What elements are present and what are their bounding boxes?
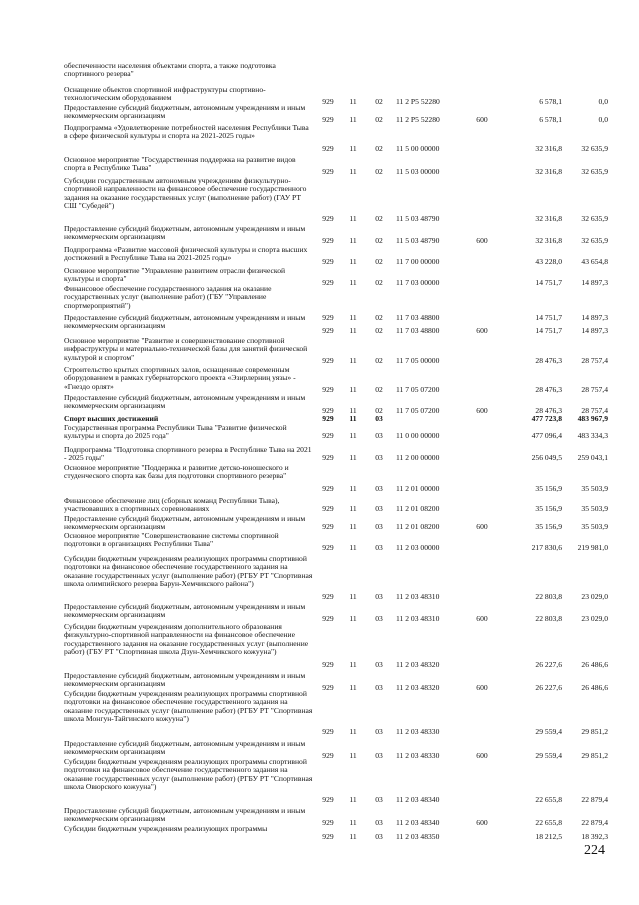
cell-amount-2022: 217 830,6 — [531, 543, 562, 552]
cell-section: 11 — [349, 522, 357, 531]
cell-subsection: 03 — [375, 832, 383, 841]
cell-amount-2022: 22 655,8 — [535, 818, 562, 827]
row-name: Финансовое обеспечение лиц (сборных команд Республики Тыва), участвовавших в спортивных соревнованиях — [64, 496, 280, 514]
cell-target-article: 11 2 03 48310 — [396, 592, 440, 601]
row-name: Основное мероприятие "Государственная поддержка на развитие видов спорта в Республике Тыва" — [64, 155, 296, 173]
row-name: Предоставление субсидий бюджетным, автономным учреждениям и иным некоммерческим организациям — [64, 224, 306, 242]
cell-section: 11 — [349, 278, 357, 287]
cell-subsection: 02 — [375, 406, 383, 415]
cell-subsection: 02 — [375, 257, 383, 266]
cell-section: 11 — [349, 832, 357, 841]
cell-expense-type: 600 — [476, 522, 488, 531]
cell-subsection: 02 — [375, 167, 383, 176]
cell-target-article: 11 7 05 07200 — [396, 406, 440, 415]
cell-admin: 929 — [322, 453, 334, 462]
cell-subsection: 03 — [375, 795, 383, 804]
row-name: Субсидии государственным автономным учреждениям физкультурно-спортивной направленности на финансовое обеспечение государственного задания на оказание государственных услуг (выполнение работ) (ГАУ РТ СШ "Субедей") — [64, 176, 307, 210]
cell-amount-2022: 256 049,5 — [531, 453, 562, 462]
cell-section: 11 — [349, 614, 357, 623]
cell-amount-2023: 0,0 — [598, 115, 608, 124]
cell-admin: 929 — [322, 660, 334, 669]
cell-subsection: 02 — [375, 278, 383, 287]
cell-section: 11 — [349, 414, 357, 423]
cell-amount-2023: 35 503,9 — [581, 484, 608, 493]
cell-admin: 929 — [322, 818, 334, 827]
cell-expense-type: 600 — [476, 115, 488, 124]
cell-amount-2023: 32 635,9 — [581, 167, 608, 176]
cell-amount-2022: 6 578,1 — [539, 115, 562, 124]
cell-subsection: 03 — [375, 751, 383, 760]
cell-section: 11 — [349, 453, 357, 462]
cell-section: 11 — [349, 592, 357, 601]
cell-amount-2023: 32 635,9 — [581, 236, 608, 245]
cell-admin: 929 — [322, 727, 334, 736]
cell-amount-2023: 29 851,2 — [581, 727, 608, 736]
cell-amount-2023: 32 635,9 — [581, 144, 608, 153]
cell-section: 11 — [349, 795, 357, 804]
cell-section: 11 — [349, 543, 357, 552]
row-name: Основное мероприятие "Поддержка и развитие детско-юношеского и студенческого спорта как базы для подготовки спортивного резерва" — [64, 463, 289, 481]
row-name: Подпрограмма "Подготовка спортивного резерва в Республике Тыва на 2021 - 2025 годы" — [64, 445, 312, 463]
cell-section: 11 — [349, 356, 357, 365]
cell-subsection: 03 — [375, 522, 383, 531]
cell-amount-2022: 32 316,8 — [535, 167, 562, 176]
cell-amount-2023: 26 486,6 — [581, 683, 608, 692]
cell-target-article: 11 2 03 48330 — [396, 751, 440, 760]
cell-target-article: 11 5 03 00000 — [396, 167, 440, 176]
row-name: Подпрограмма «Удовлетворение потребностей населения Республики Тыва в сфере физической культуры и спорта на 2021-2025 годы» — [64, 123, 309, 141]
cell-amount-2023: 14 897,3 — [581, 278, 608, 287]
cell-admin: 929 — [322, 832, 334, 841]
cell-admin: 929 — [322, 414, 334, 423]
cell-target-article: 11 7 03 48800 — [396, 326, 440, 335]
cell-amount-2022: 477 096,4 — [531, 431, 562, 440]
cell-target-article: 11 2 03 48350 — [396, 832, 440, 841]
cell-amount-2023: 26 486,6 — [581, 660, 608, 669]
cell-expense-type: 600 — [476, 683, 488, 692]
row-name: Предоставление субсидий бюджетным, автономным учреждениям и иным некоммерческим организациям — [64, 739, 306, 757]
cell-amount-2022: 6 578,1 — [539, 97, 562, 106]
row-name: Подпрограмма «Развитие массовой физической культуры и спорта высших достижений в Республике Тыва на 2021-2025 годы» — [64, 245, 308, 263]
cell-amount-2022: 35 156,9 — [535, 522, 562, 531]
cell-section: 11 — [349, 660, 357, 669]
cell-target-article: 11 7 05 00000 — [396, 356, 440, 365]
cell-admin: 929 — [322, 257, 334, 266]
cell-subsection: 03 — [375, 504, 383, 513]
cell-target-article: 11 5 03 48790 — [396, 236, 440, 245]
cell-section: 11 — [349, 257, 357, 266]
cell-amount-2023: 28 757,4 — [581, 385, 608, 394]
cell-amount-2023: 32 635,9 — [581, 214, 608, 223]
cell-target-article: 11 2 P5 52280 — [396, 115, 440, 124]
cell-expense-type: 600 — [476, 406, 488, 415]
cell-amount-2023: 22 879,4 — [581, 818, 608, 827]
cell-amount-2022: 14 751,7 — [535, 313, 562, 322]
cell-admin: 929 — [322, 406, 334, 415]
row-name: Предоставление субсидий бюджетным, автономным учреждениям и иным некоммерческим организациям — [64, 602, 306, 620]
cell-amount-2022: 14 751,7 — [535, 278, 562, 287]
cell-amount-2022: 22 803,8 — [535, 592, 562, 601]
cell-expense-type: 600 — [476, 236, 488, 245]
cell-amount-2022: 32 316,8 — [535, 214, 562, 223]
cell-amount-2023: 483 967,9 — [577, 414, 608, 423]
cell-target-article: 11 2 01 08200 — [396, 522, 440, 531]
cell-section: 11 — [349, 97, 357, 106]
cell-subsection: 03 — [375, 818, 383, 827]
cell-section: 11 — [349, 313, 357, 322]
cell-admin: 929 — [322, 504, 334, 513]
cell-admin: 929 — [322, 795, 334, 804]
cell-target-article: 11 2 03 48310 — [396, 614, 440, 623]
cell-amount-2023: 29 851,2 — [581, 751, 608, 760]
cell-admin: 929 — [322, 751, 334, 760]
row-name: Субсидии бюджетным учреждениям реализующих программы спортивной подготовки на финансовое обеспечение государственного задания на оказание государственных услуг (выполнение работ) (РГБУ РТ "Спортивная школа Овюрского кожууна") — [64, 757, 313, 791]
cell-amount-2023: 35 503,9 — [581, 504, 608, 513]
cell-target-article: 11 5 03 48790 — [396, 214, 440, 223]
cell-admin: 929 — [322, 115, 334, 124]
cell-section: 11 — [349, 144, 357, 153]
cell-amount-2022: 35 156,9 — [535, 504, 562, 513]
cell-expense-type: 600 — [476, 614, 488, 623]
cell-admin: 929 — [322, 431, 334, 440]
row-name: Основное мероприятие "Управление развитием отрасли физической культуры и спорта" — [64, 266, 286, 284]
cell-subsection: 02 — [375, 236, 383, 245]
cell-subsection: 02 — [375, 385, 383, 394]
row-name: обеспеченности населения объектами спорта, а также подготовка спортивного резерва" — [64, 61, 276, 79]
cell-target-article: 11 2 01 08200 — [396, 504, 440, 513]
row-name: Оснащение объектов спортивной инфраструктуры спортивно-технологическим оборудованием — [64, 85, 266, 103]
cell-target-article: 11 2 03 48340 — [396, 818, 440, 827]
cell-amount-2022: 32 316,8 — [535, 236, 562, 245]
cell-admin: 929 — [322, 592, 334, 601]
cell-expense-type: 600 — [476, 818, 488, 827]
cell-admin: 929 — [322, 278, 334, 287]
cell-amount-2023: 14 897,3 — [581, 313, 608, 322]
cell-admin: 929 — [322, 214, 334, 223]
cell-target-article: 11 2 03 48320 — [396, 683, 440, 692]
cell-amount-2023: 22 879,4 — [581, 795, 608, 804]
cell-amount-2022: 28 476,3 — [535, 406, 562, 415]
cell-amount-2023: 483 334,3 — [577, 431, 608, 440]
cell-amount-2023: 259 043,1 — [577, 453, 608, 462]
cell-admin: 929 — [322, 484, 334, 493]
cell-subsection: 03 — [375, 431, 383, 440]
row-name: Финансовое обеспечение государственного задания на оказание государственных услуг (выполнение работ) (ГБУ "Управление спортмероприятий") — [64, 284, 272, 310]
cell-subsection: 03 — [375, 727, 383, 736]
cell-subsection: 02 — [375, 97, 383, 106]
cell-target-article: 11 7 03 00000 — [396, 278, 440, 287]
cell-section: 11 — [349, 431, 357, 440]
cell-section: 11 — [349, 326, 357, 335]
cell-target-article: 11 2 01 00000 — [396, 484, 440, 493]
cell-subsection: 02 — [375, 326, 383, 335]
cell-admin: 929 — [322, 236, 334, 245]
cell-section: 11 — [349, 484, 357, 493]
row-name: Субсидии бюджетным учреждениям дополнительного образования физкультурно-спортивной направленности на финансовое обеспечение государственного задания на оказание государственных услуг (выполнение работ) (ГБУ РТ "Спортивная школа Дзун-Хемчикского кожууна") — [64, 622, 309, 656]
cell-section: 11 — [349, 406, 357, 415]
cell-section: 11 — [349, 727, 357, 736]
cell-target-article: 11 2 03 48320 — [396, 660, 440, 669]
cell-subsection: 03 — [375, 453, 383, 462]
cell-expense-type: 600 — [476, 326, 488, 335]
cell-amount-2023: 23 029,0 — [581, 592, 608, 601]
cell-admin: 929 — [322, 326, 334, 335]
cell-target-article: 11 2 P5 52280 — [396, 97, 440, 106]
row-name: Субсидии бюджетным учреждениям реализующих программы — [64, 824, 268, 833]
cell-target-article: 11 2 03 48330 — [396, 727, 440, 736]
cell-amount-2023: 43 654,8 — [581, 257, 608, 266]
row-name: Предоставление субсидий бюджетным, автономным учреждениям и иным некоммерческим организациям — [64, 806, 306, 824]
cell-admin: 929 — [322, 614, 334, 623]
cell-admin: 929 — [322, 356, 334, 365]
cell-amount-2022: 32 316,8 — [535, 144, 562, 153]
cell-section: 11 — [349, 385, 357, 394]
row-name: Основное мероприятие "Совершенствование системы спортивной подготовки в организациях Республики Тыва" — [64, 531, 279, 549]
cell-subsection: 02 — [375, 115, 383, 124]
cell-section: 11 — [349, 115, 357, 124]
cell-admin: 929 — [322, 167, 334, 176]
row-name: Предоставление субсидий бюджетным, автономным учреждениям и иным некоммерческим организациям — [64, 393, 306, 411]
cell-subsection: 02 — [375, 356, 383, 365]
row-name: Основное мероприятие "Развитие и совершенствование спортивной инфраструктуры и материально-технической базы для занятий физической культурой и спортом" — [64, 336, 308, 362]
cell-section: 11 — [349, 214, 357, 223]
cell-section: 11 — [349, 504, 357, 513]
cell-admin: 929 — [322, 385, 334, 394]
cell-subsection: 02 — [375, 313, 383, 322]
cell-admin: 929 — [322, 97, 334, 106]
cell-amount-2022: 29 559,4 — [535, 751, 562, 760]
page-number: 224 — [584, 843, 605, 858]
cell-subsection: 03 — [375, 614, 383, 623]
cell-amount-2022: 28 476,3 — [535, 385, 562, 394]
cell-amount-2023: 35 503,9 — [581, 522, 608, 531]
row-name: Спорт высших достижений — [64, 414, 159, 423]
row-name: Строительство крытых спортивных залов, оснащенные современным оборудованием в рамках губернаторского проекта «Эзирлерниң уязы» - «Гнездо орлят» — [64, 365, 296, 391]
cell-amount-2022: 22 803,8 — [535, 614, 562, 623]
cell-admin: 929 — [322, 522, 334, 531]
cell-amount-2022: 28 476,3 — [535, 356, 562, 365]
cell-target-article: 11 2 03 48340 — [396, 795, 440, 804]
cell-section: 11 — [349, 751, 357, 760]
row-name: Предоставление субсидий бюджетным, автономным учреждениям и иным некоммерческим организациям — [64, 514, 306, 532]
cell-target-article: 11 2 00 00000 — [396, 453, 440, 462]
cell-expense-type: 600 — [476, 751, 488, 760]
cell-section: 11 — [349, 818, 357, 827]
cell-subsection: 03 — [375, 683, 383, 692]
cell-target-article: 11 5 00 00000 — [396, 144, 440, 153]
cell-admin: 929 — [322, 144, 334, 153]
cell-section: 11 — [349, 167, 357, 176]
cell-subsection: 03 — [375, 543, 383, 552]
cell-amount-2022: 29 559,4 — [535, 727, 562, 736]
row-name: Предоставление субсидий бюджетным, автономным учреждениям и иным некоммерческим организациям — [64, 671, 306, 689]
cell-subsection: 02 — [375, 144, 383, 153]
cell-target-article: 11 7 05 07200 — [396, 385, 440, 394]
cell-amount-2022: 35 156,9 — [535, 484, 562, 493]
cell-subsection: 03 — [375, 592, 383, 601]
cell-section: 11 — [349, 683, 357, 692]
row-name: Государственная программа Республики Тыва "Развитие физической культуры и спорта до 2025 года" — [64, 423, 287, 441]
cell-amount-2023: 18 392,3 — [581, 832, 608, 841]
cell-amount-2022: 26 227,6 — [535, 660, 562, 669]
cell-subsection: 03 — [375, 484, 383, 493]
cell-target-article: 11 7 03 48800 — [396, 313, 440, 322]
cell-amount-2022: 18 212,5 — [535, 832, 562, 841]
row-name: Субсидии бюджетным учреждениям реализующих программы спортивной подготовки на финансовое обеспечение государственного задания на оказание государственных услуг (выполнение работ) (РГБУ РТ "Спортивная школа Монгун-Тайгинского кожууна") — [64, 689, 313, 723]
cell-amount-2022: 26 227,6 — [535, 683, 562, 692]
cell-amount-2023: 219 981,0 — [577, 543, 608, 552]
cell-subsection: 03 — [375, 660, 383, 669]
cell-admin: 929 — [322, 543, 334, 552]
cell-section: 11 — [349, 236, 357, 245]
row-name: Предоставление субсидий бюджетным, автономным учреждениям и иным некоммерческим организациям — [64, 313, 306, 331]
cell-amount-2023: 14 897,3 — [581, 326, 608, 335]
row-name: Предоставление субсидий бюджетным, автономным учреждениям и иным некоммерческим организациям — [64, 103, 306, 121]
cell-amount-2023: 23 029,0 — [581, 614, 608, 623]
cell-subsection: 03 — [375, 414, 383, 423]
cell-admin: 929 — [322, 313, 334, 322]
cell-amount-2022: 14 751,7 — [535, 326, 562, 335]
cell-target-article: 11 2 03 00000 — [396, 543, 440, 552]
cell-target-article: 11 0 00 00000 — [396, 431, 440, 440]
cell-subsection: 02 — [375, 214, 383, 223]
cell-amount-2023: 0,0 — [598, 97, 608, 106]
cell-amount-2022: 43 228,0 — [535, 257, 562, 266]
cell-amount-2022: 477 723,8 — [531, 414, 562, 423]
cell-amount-2023: 28 757,4 — [581, 356, 608, 365]
cell-amount-2022: 22 655,8 — [535, 795, 562, 804]
cell-admin: 929 — [322, 683, 334, 692]
cell-target-article: 11 7 00 00000 — [396, 257, 440, 266]
cell-amount-2023: 28 757,4 — [581, 406, 608, 415]
row-name: Субсидии бюджетным учреждениям реализующих программы спортивной подготовки на финансовое обеспечение государственного задания на оказание государственных услуг (выполнение работ) (РГБУ РТ "Спортивная школа олимпийского резерва Барун-Хемчикского района") — [64, 554, 313, 588]
